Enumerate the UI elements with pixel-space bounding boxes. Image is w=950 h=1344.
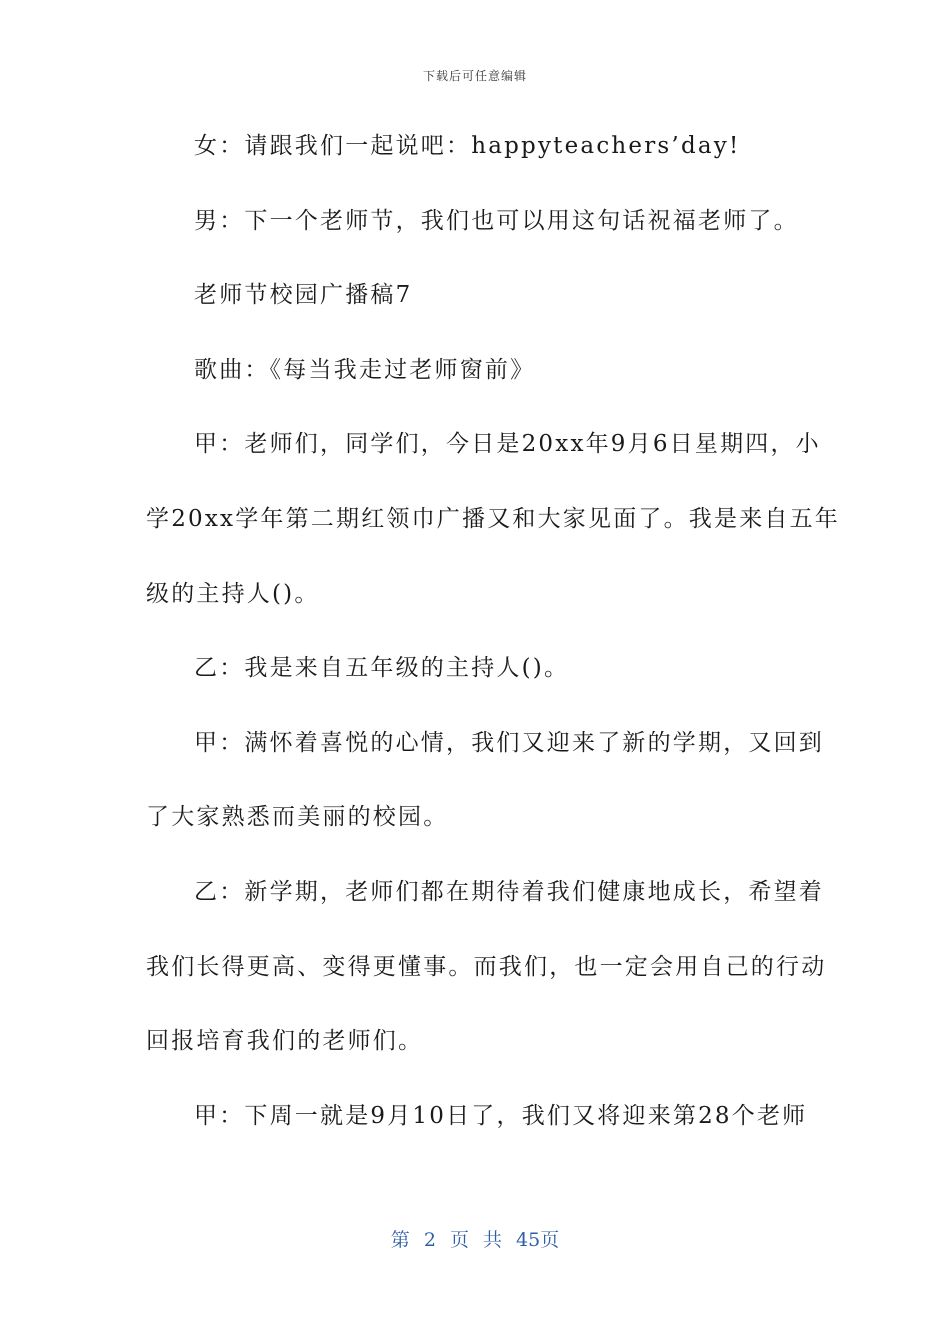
page-header: 下载后可任意编辑 [422, 69, 527, 83]
paragraph-line: 级的主持人()。 [146, 580, 320, 607]
section-title: 老师节校园广播稿7 [194, 282, 413, 309]
paragraph-line: 男：下一个老师节，我们也可以用这句话祝福老师了。 [194, 207, 799, 234]
page-footer: 第 2 页 共 45页 [390, 1229, 560, 1251]
paragraph-line: 甲：下周一就是9月10日了，我们又将迎来第28个老师 [194, 1102, 808, 1129]
paragraph-line: 我们长得更高、变得更懂事。而我们，也一定会用自己的行动 [146, 953, 827, 980]
paragraph-line: 学20xx学年第二期红领巾广播又和大家见面了。我是来自五年 [146, 505, 841, 532]
paragraph-line: 回报培育我们的老师们。 [146, 1028, 424, 1055]
paragraph-line: 乙：新学期，老师们都在期待着我们健康地成长，希望着 [194, 878, 824, 905]
paragraph-line: 甲：满怀着喜悦的心情，我们又迎来了新的学期，又回到 [194, 729, 824, 756]
paragraph-line: 甲：老师们，同学们，今日是20xx年9月6日星期四，小 [194, 431, 821, 458]
document-body [146, 124, 841, 1168]
paragraph-line: 歌曲：《每当我走过老师窗前》 [194, 356, 536, 383]
paragraph-line: 乙：我是来自五年级的主持人()。 [194, 655, 570, 682]
paragraph-line: 了大家熟悉而美丽的校园。 [146, 804, 449, 831]
paragraph-line: 女：请跟我们一起说吧：happyteachers’day! [194, 133, 741, 159]
